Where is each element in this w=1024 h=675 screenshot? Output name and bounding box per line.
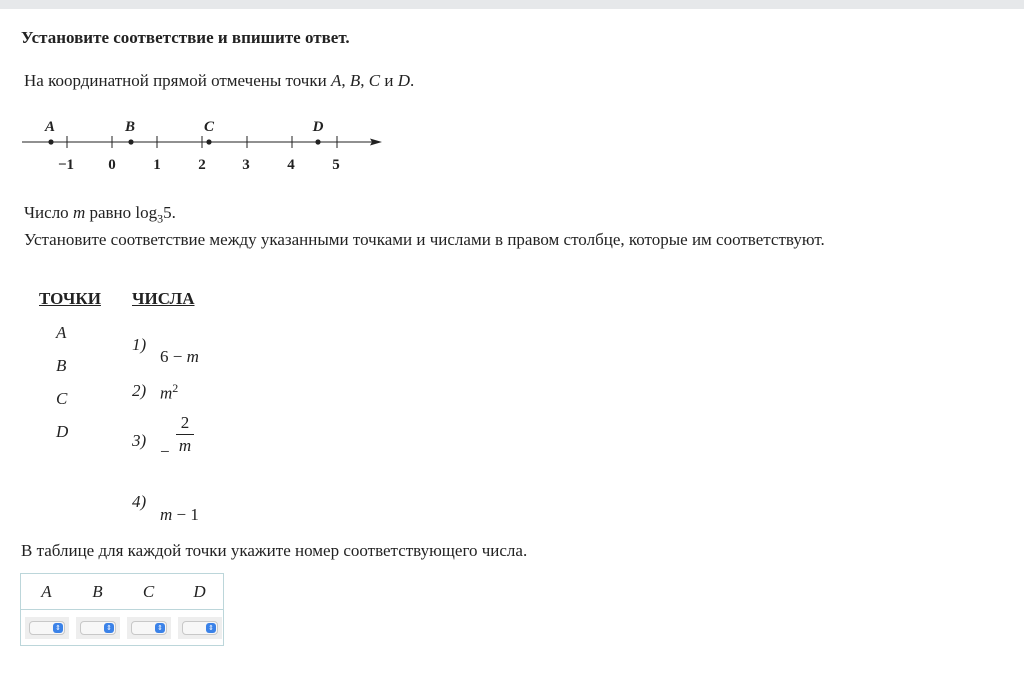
option-4-value: m − 1: [160, 505, 199, 524]
instruction-text: Установите соответствие между указанными точками и числами в правом столбце, которые им соответствуют.: [24, 230, 825, 249]
tick-label: 1: [153, 157, 161, 173]
option-2-number: 2): [132, 381, 147, 400]
answer-table: [20, 573, 224, 646]
answer-table-header: [21, 574, 223, 610]
option-1-value: 6 − m: [160, 347, 199, 366]
point-d-label: D: [312, 119, 324, 135]
task-heading: Установите соответствие и впишите ответ.: [21, 28, 350, 47]
answer-header-b: B: [92, 582, 103, 601]
answer-select-b[interactable]: [80, 621, 116, 635]
point-a-label: A: [44, 119, 56, 135]
top-bar: [0, 0, 1024, 9]
updown-chevron-icon: ⇕: [53, 623, 63, 633]
answer-select-c[interactable]: [131, 621, 167, 635]
tick-label: 3: [242, 157, 250, 173]
point-b-dot: [128, 139, 133, 144]
point-item-b: B: [56, 356, 67, 375]
point-c-label: C: [203, 119, 215, 135]
answer-header-c: C: [142, 582, 155, 601]
option-3-number: 3): [132, 431, 147, 450]
answer-header-d: D: [193, 582, 206, 601]
fraction-bar: [176, 434, 194, 435]
point-item-c: C: [56, 389, 68, 408]
points-column-header: ТОЧКИ: [39, 289, 101, 308]
point-c-dot: [206, 139, 211, 144]
tick-label: 4: [287, 157, 295, 173]
point-item-a: A: [56, 323, 67, 342]
updown-chevron-icon: ⇕: [104, 623, 114, 633]
point-a-dot: [48, 139, 53, 144]
option-1-number: 1): [132, 335, 147, 354]
tick-label: 0: [108, 157, 116, 173]
fraction-denominator: m: [178, 436, 192, 455]
point-item-d: D: [56, 422, 69, 441]
table-prompt: В таблице для каждой точки укажите номер соответствующего числа.: [21, 541, 528, 560]
answer-select-d[interactable]: [182, 621, 218, 635]
point-d-dot: [315, 139, 320, 144]
answer-select-a[interactable]: [29, 621, 65, 635]
option-2-value: $m^2$: [160, 381, 179, 403]
point-b-label: B: [124, 119, 136, 135]
numbers-column-header: ЧИСЛА: [132, 289, 195, 308]
tick-label: 2: [198, 157, 206, 173]
fraction-numerator: 2: [180, 413, 190, 432]
option-3-fraction: [176, 414, 194, 455]
option-3-minus: −: [160, 442, 170, 461]
option-4-number: 4): [132, 492, 147, 511]
tick-label: −1: [57, 157, 75, 173]
updown-chevron-icon: ⇕: [206, 623, 216, 633]
m-definition: Число m равно $\log_35$.: [24, 203, 176, 226]
number-line: [20, 112, 390, 174]
tick-label: 5: [332, 157, 340, 173]
answer-header-a: A: [41, 582, 52, 601]
intro-text: На координатной прямой отмечены точки A, B, C и D.: [24, 71, 415, 90]
updown-chevron-icon: ⇕: [155, 623, 165, 633]
